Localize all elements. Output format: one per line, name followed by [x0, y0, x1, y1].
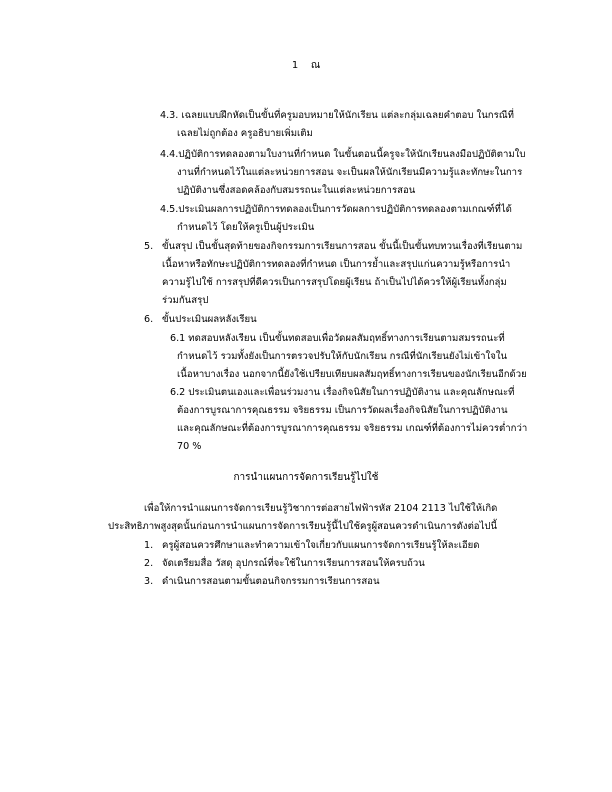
item-5-number: 5. — [144, 241, 154, 252]
item-5-line-4: ร่วมกันสรุป — [162, 295, 209, 306]
step-2-text: จัดเตรียมสื่อ วัสดุ อุปกรณ์ที่จะใช้ในการเรียนการสอนให้ครบถ้วน — [162, 558, 425, 569]
step-1-text: ครูผู้สอนควรศึกษาและทำความเข้าใจเกี่ยวกับแผนการจัดการเรียนรู้ให้ละเอียด — [162, 540, 480, 551]
item-6-2-line-3: และคุณลักษณะที่ต้องการบูรณาการคุณธรรม จริยธรรม เกณฑ์ที่ต้องการไม่ควรต่ำกว่า — [177, 423, 528, 434]
item-4-4-line-3: ปฏิบัติงานซึ่งสอดคล้องกับสมรรถนะในแต่ละหน่วยการสอน — [177, 185, 416, 196]
item-4-5-line-1: 4.5.ประเมินผลการปฏิบัติการทดลองเป็นการวัดผลการปฏิบัติการทดลองตามเกณฑ์ที่ได้ — [160, 204, 512, 215]
item-4-5-line-2: กำหนดไว้ โดยให้ครูเป็นผู้ประเมิน — [177, 222, 315, 233]
item-4-4-line-2: งานที่กำหนดไว้ในแต่ละหน่วยการสอน จะเป็นผลให้นักเรียนมีความรู้และทักษะในการ — [177, 167, 523, 178]
item-6-2-line-1: 6.2 ประเมินตนเองและเพื่อนร่วมงาน เรื่องกิจนิสัยในการปฏิบัติงาน และคุณลักษณะที่ — [170, 387, 515, 398]
item-5-line-3: ความรู้ไปใช้ การสรุปที่ดีควรเป็นการสรุปโดยผู้เรียน ถ้าเป็นไปได้ควรให้ผู้เรียนทั้งกลุ่ม — [162, 277, 507, 288]
step-1-number: 1. — [144, 540, 154, 551]
step-3-text: ดำเนินการสอนตามขั้นตอนกิจกรรมการเรียนการสอน — [162, 576, 380, 587]
item-6-number: 6. — [144, 314, 154, 325]
item-6-2-line-2: ต้องการบูรณาการคุณธรรม จริยธรรม เป็นการวัดผลเรื่องกิจนิสัยในการปฏิบัติงาน — [177, 405, 508, 416]
page-header — [0, 58, 612, 73]
item-4-3-line-2: เฉลยไม่ถูกต้อง ครูอธิบายเพิ่มเติม — [177, 128, 313, 139]
item-6-heading: ขั้นประเมินผลหลังเรียน — [162, 314, 257, 325]
item-4-4-line-1: 4.4.ปฏิบัติการทดลองตามใบงานที่กำหนด ในขั้นตอนนี้ครูจะให้นักเรียนลงมือปฏิบัติตามใบ — [160, 149, 526, 160]
intro-line-2: ประสิทธิภาพสูงสุดนั้นก่อนการนำแผนการจัดการเรียนรู้นี้ไปใช้ครูผู้สอนควรดำเนินการดังต่อไปนี้ — [108, 521, 498, 532]
step-2-number: 2. — [144, 558, 154, 569]
item-6-2-line-4: 70 % — [177, 441, 202, 452]
item-6-1-line-3: เนื้อหาบางเรื่อง นอกจากนี้ยังใช้เปรียบเทียบผลสัมฤทธิ์ทางการเรียนของนักเรียนอีกด้วย — [177, 369, 527, 380]
item-5-line-1: ขั้นสรุป เป็นขั้นสุดท้ายของกิจกรรมการเรียนการสอน ขั้นนี้เป็นขั้นทบทวนเรื่องที่เรียนตาม — [162, 241, 523, 252]
intro-line-1: เพื่อให้การนำแผนการจัดการเรียนรู้วิชาการต่อสายไฟฟ้ารหัส 2104 2113 ไปใช้ให้เกิด — [144, 503, 498, 514]
page-number: 1 — [291, 60, 299, 71]
item-5-line-2: เนื้อหาหรือทักษะปฏิบัติการทดลองที่กำหนด เป็นการย้ำและสรุปแก่นความรู้หรือการนำ — [162, 259, 511, 270]
item-6-1-line-1: 6.1 ทดสอบหลังเรียน เป็นขั้นทดสอบเพื่อวัดผลสัมฤทธิ์ทางการเรียนตามสมรรถนะที่ — [170, 333, 505, 344]
item-4-3-line-1: 4.3. เฉลยแบบฝึกหัดเป็นขั้นที่ครูมอบหมายให้นักเรียน แต่ละกลุ่มเฉลยคำตอบ ในกรณีที่ — [160, 110, 514, 121]
item-6-1-line-2: กำหนดไว้ รวมทั้งยังเป็นการตรวจปรับให้กับนักเรียน กรณีที่นักเรียนยังไม่เข้าใจใน — [177, 351, 508, 362]
section-title: การนำแผนการจัดการเรียนรู้ไปใช้ — [233, 472, 379, 483]
step-3-number: 3. — [144, 576, 154, 587]
header-code: ณ — [310, 60, 321, 71]
